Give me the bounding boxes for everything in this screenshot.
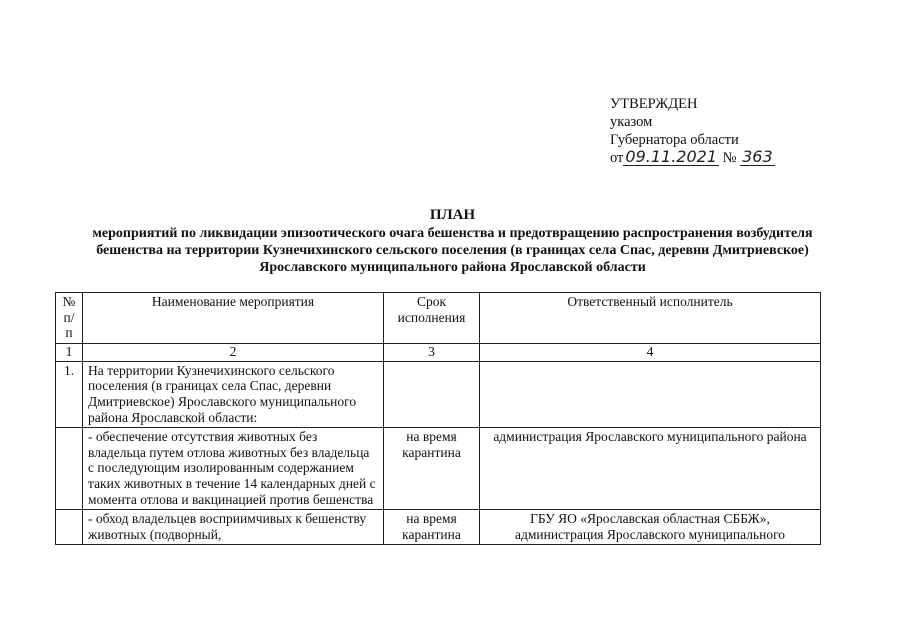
column-number-3: 3 xyxy=(384,343,480,361)
column-number-1: 1 xyxy=(56,343,83,361)
header-name: Наименование мероприятия xyxy=(83,293,384,344)
title-heading: ПЛАН xyxy=(429,207,476,223)
approval-number: 363 xyxy=(742,147,773,166)
table-row xyxy=(56,510,821,545)
title-subtitle-line-1: мероприятий по ликвидации эпизоотического очага бешенства и предотвращению распространения возбудителя xyxy=(92,226,813,241)
row-name: - обеспечение отсутствия животных без владельца путем отлова животных без владельца с последующим изолированным содержанием таких животных в течение 14 календарных дней с момента отлова и вакцинацией против бешенства xyxy=(83,428,384,510)
plan-table xyxy=(55,292,821,545)
header-term-line-2: исполнения xyxy=(397,309,466,325)
row-name: На территории Кузнечихинского сельского поселения (в границах села Спас, деревни Дмитриевское) Ярославского муниципального района Ярославской области: xyxy=(83,361,384,427)
approval-stamp xyxy=(610,95,775,167)
row-term xyxy=(384,361,480,427)
document-title xyxy=(40,207,865,276)
approval-from-label: от xyxy=(610,150,624,166)
row-executor: ГБУ ЯО «Ярославская областная СББЖ», администрация Ярославского муниципального xyxy=(480,510,821,545)
approval-title: УТВЕРЖДЕН xyxy=(610,96,698,112)
row-num xyxy=(56,428,83,510)
header-num-line-2: п/п xyxy=(63,309,75,341)
approval-governor: Губернатора области xyxy=(610,132,739,148)
table-row xyxy=(56,361,821,427)
table-row xyxy=(56,428,821,510)
header-num xyxy=(56,293,83,344)
table-header-row xyxy=(56,293,821,344)
column-number-4: 4 xyxy=(480,343,821,361)
header-term-line-1: Срок xyxy=(416,294,447,309)
header-executor: Ответственный исполнитель xyxy=(480,293,821,344)
title-subtitle-line-2: бешенства на территории Кузнечихинского сельского поселения (в границах села Спас, деревни Дмитриевское) xyxy=(96,243,809,258)
row-name: - обход владельцев восприимчивых к бешенству животных (подворный, xyxy=(83,510,384,545)
approval-date: 09.11.2021 xyxy=(625,147,718,166)
approval-decree: указом xyxy=(610,114,653,130)
column-number-2: 2 xyxy=(83,343,384,361)
row-executor: администрация Ярославского муниципального района xyxy=(480,428,821,510)
column-numbers-row xyxy=(56,343,821,361)
row-term: на время карантина xyxy=(384,510,480,545)
row-term: на время карантина xyxy=(384,428,480,510)
approval-date-line xyxy=(610,149,775,167)
title-subtitle-line-3: Ярославского муниципального района Ярославской области xyxy=(259,260,646,275)
row-executor xyxy=(480,361,821,427)
header-term xyxy=(384,293,480,344)
row-num xyxy=(56,510,83,545)
header-num-line-1: № xyxy=(62,294,76,309)
row-num: 1. xyxy=(56,361,83,427)
approval-number-label: № xyxy=(722,150,737,166)
